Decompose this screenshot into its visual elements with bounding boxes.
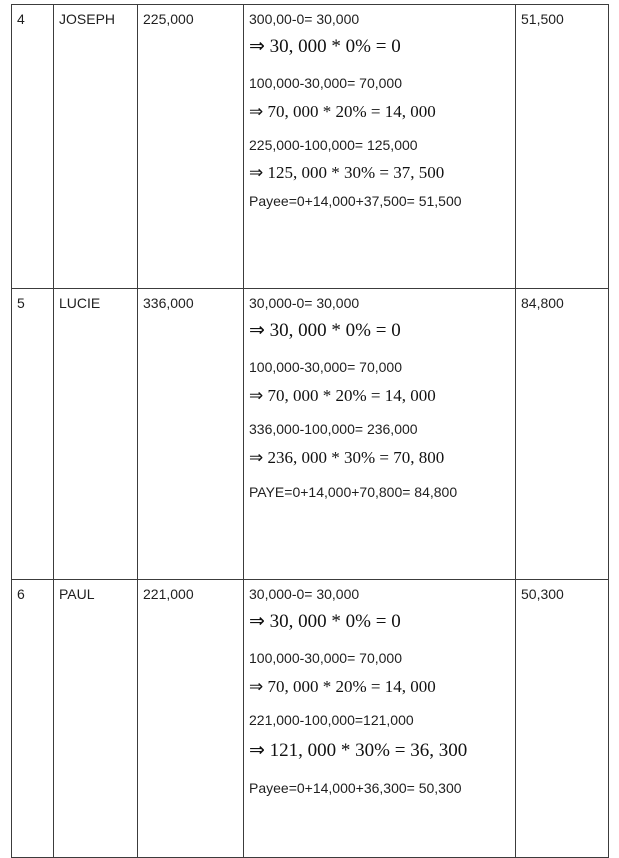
paye-total: Payee=0+14,000+37,500= 51,500 — [249, 193, 462, 209]
row-number: 4 — [12, 5, 54, 289]
gross-salary: 225,000 — [138, 5, 244, 289]
employee-name: PAUL — [54, 580, 138, 858]
bracket1-difference: 30,000-0= 30,000 — [249, 295, 360, 311]
row-number: 5 — [12, 289, 54, 580]
paye-amount: 84,800 — [516, 289, 609, 580]
gross-salary: 221,000 — [138, 580, 244, 858]
paye-calculation-table — [11, 4, 609, 858]
paye-total: Payee=0+14,000+36,300= 50,300 — [249, 780, 462, 796]
row-number: 6 — [12, 580, 54, 858]
bracket3-difference: 225,000-100,000= 125,000 — [249, 137, 418, 153]
tax-calculation-cell — [244, 5, 516, 289]
bracket3-tax: ⇒ 236, 000 * 30% = 70, 800 — [249, 448, 445, 467]
bracket2-difference: 100,000-30,000= 70,000 — [249, 650, 402, 666]
bracket1-difference: 30,000-0= 30,000 — [249, 586, 360, 602]
table-row — [12, 5, 609, 289]
tax-calculation-cell — [244, 289, 516, 580]
bracket1-tax: ⇒ 30, 000 * 0% = 0 — [249, 36, 401, 57]
bracket3-tax: ⇒ 121, 000 * 30% = 36, 300 — [249, 740, 468, 761]
bracket2-tax: ⇒ 70, 000 * 20% = 14, 000 — [249, 677, 436, 696]
gross-salary: 336,000 — [138, 289, 244, 580]
tax-calculation-cell — [244, 580, 516, 858]
paye-total: PAYE=0+14,000+70,800= 84,800 — [249, 484, 458, 500]
bracket3-difference: 336,000-100,000= 236,000 — [249, 421, 418, 437]
employee-name: LUCIE — [54, 289, 138, 580]
employee-name: JOSEPH — [54, 5, 138, 289]
bracket1-tax: ⇒ 30, 000 * 0% = 0 — [249, 320, 401, 341]
bracket2-difference: 100,000-30,000= 70,000 — [249, 359, 402, 375]
table-row — [12, 289, 609, 580]
bracket1-difference: 300,00-0= 30,000 — [249, 11, 360, 27]
paye-amount: 50,300 — [516, 580, 609, 858]
paye-amount: 51,500 — [516, 5, 609, 289]
bracket3-tax: ⇒ 125, 000 * 30% = 37, 500 — [249, 163, 445, 182]
bracket2-tax: ⇒ 70, 000 * 20% = 14, 000 — [249, 386, 436, 405]
bracket2-tax: ⇒ 70, 000 * 20% = 14, 000 — [249, 102, 436, 121]
bracket3-difference: 221,000-100,000=121,000 — [249, 712, 414, 728]
bracket2-difference: 100,000-30,000= 70,000 — [249, 75, 402, 91]
table-row — [12, 580, 609, 858]
bracket1-tax: ⇒ 30, 000 * 0% = 0 — [249, 611, 401, 632]
